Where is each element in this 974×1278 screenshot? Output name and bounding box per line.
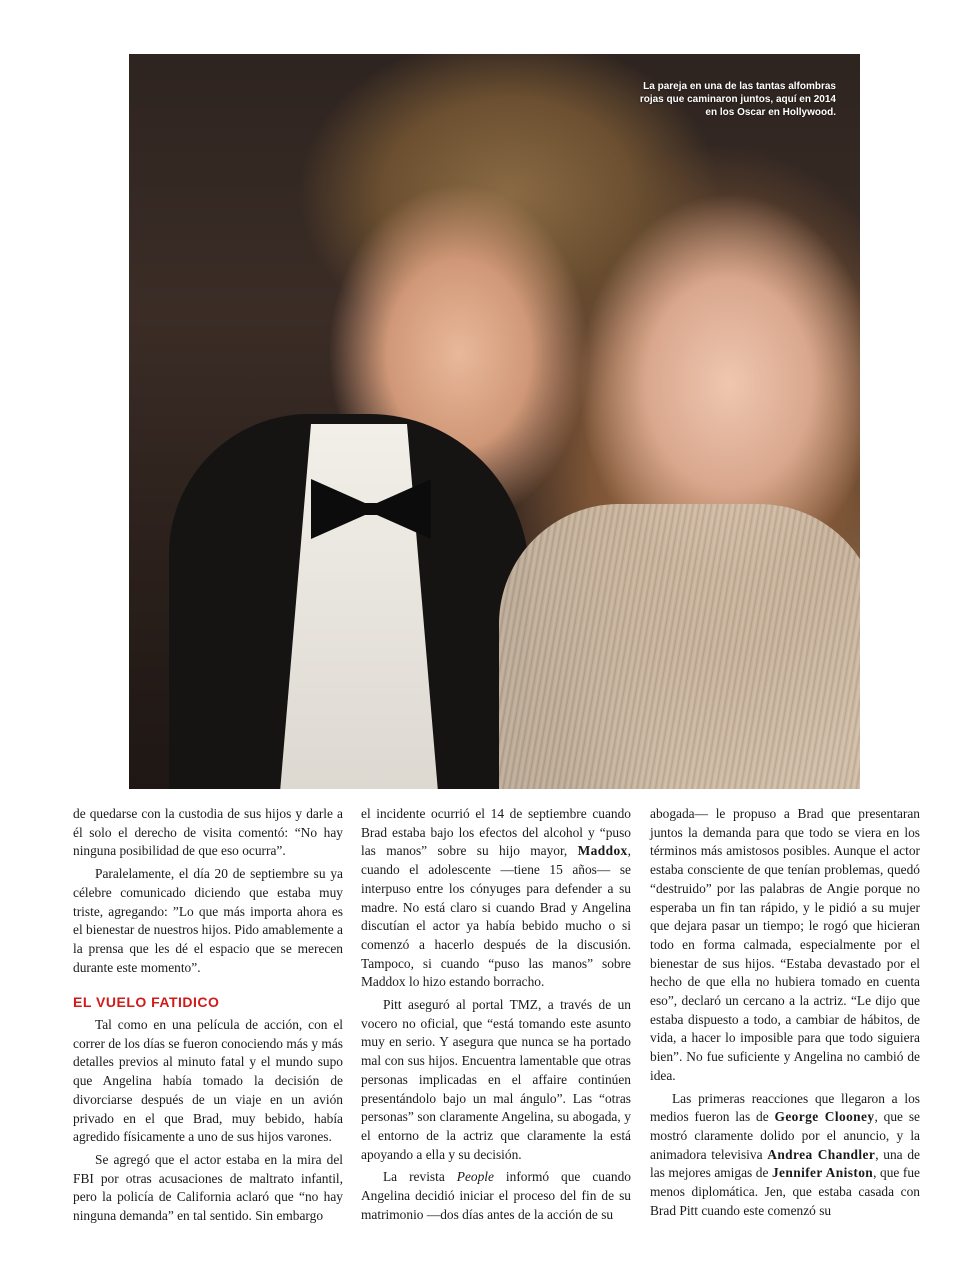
paragraph: Pitt aseguró al portal TMZ, a través de un vocero no oficial, que “está tomando este asunto muy en serio. Y asegura que nunca se ha portado mal con sus hijos. Encuentra lamentable que otras personas implicadas en el affaire continúen presentándolo bajo un mal ángulo”. Las “otras personas” son claramente Angelina, su abogada, y el entorno de la actriz que claramente la está apoyando a ella y su decisión. [361,997,631,1162]
article-column-3 [650,805,920,1220]
article-column-2 [361,805,631,1224]
paragraph: Tal como en una película de acción, con el correr de los días se fueron conociendo más y más detalles previos al minuto fatal y el mundo supo que Angelina había tomado la decisión de divorciarse después de un viaje en un avión privado en el que Brad, muy bebido, había agredido físicamente a uno de sus hijos varones. [73,1017,343,1145]
paragraph: abogada— le propuso a Brad que presentaran juntos la demanda para que todo se viera en los términos más amistosos posibles. Aunque el actor estaba consciente de que tenían problemas, quedó “destruido” por las palabras de Angie porque no esperaba un fin tan rápido, y le pidió a su mujer que dejara pasar un tiempo; le rogó que hicieran todo en forma calmada, especialmente por el bienestar de sus hijos. “Estaba devastado por el hecho de que ella no hubiera tomado en cuenta eso”, declaró un cercano a la actriz. “Le dijo que estaba dispuesto a todo, a cambiar de hábitos, de vida, a hacer lo imposible para que todo siguiera bien”. No fue suficiente y Angelina no cambió de idea. [650,806,920,1083]
paragraph: Las primeras reacciones que llegaron a los medios fueron las de George Clooney, que se mostró claramente dolido por el anuncio, y la animadora televisiva Andrea Chandler, una de las mejores amigas de Jennifer Aniston, que fue menos diplomática. Jen, que estaba casada con Brad Pitt cuando este comenzó su [650,1090,920,1218]
article-column-1 [73,805,343,1226]
paragraph: de quedarse con la custodia de sus hijos y darle a él solo el derecho de visita comentó: “No hay ninguna posibilidad de que eso ocurra”. [73,806,343,859]
paragraph: Paralelamente, el día 20 de septiembre su ya célebre comunicado diciendo que estaba muy triste, agregando: ”Lo que más importa ahora es el bienestar de nuestros hijos. Pido amablemente a la prensa que les dé el espacio que se merecen durante este momento”. [73,866,343,975]
paragraph: el incidente ocurrió el 14 de septiembre cuando Brad estaba bajo los efectos del alcohol y “puso las manos” sobre su hijo mayor, Maddox, cuando el adolescente —tiene 15 años— se interpuso entre los cónyuges para defender a su madre. No está claro si cuando Brad y Angelina discutían el actor ya había bebido mucho o si comenzó a hacerlo después de la discusión. Tampoco, si cuando “puso las manos” sobre Maddox lo hizo estando borracho. [361,806,631,990]
paragraph: Se agregó que el actor estaba en la mira del FBI por otras acusaciones de maltrato infantil, pero la policía de California aclaró que “no hay ninguna demanda” en tal sentido. Sin embargo [73,1151,343,1224]
dress-shape [499,504,860,789]
magazine-name: People [456,1169,494,1185]
section-heading: EL VUELO FATIDICO [73,994,220,1011]
person-name: Maddox [577,843,628,859]
person-name: George Clooney [774,1109,875,1125]
couple-photo [129,54,860,789]
photo-caption: La pareja en una de las tantas alfombras rojas que caminaron juntos, aquí en 2014 en los Oscar en Hollywood. [639,81,836,118]
person-name: Jennifer Aniston [771,1165,874,1181]
paragraph: La revista People informó que cuando Angelina decidió iniciar el proceso del fin de su matrimonio —dos días antes de la acción de su [361,1169,632,1222]
person-name: Andrea Chandler [767,1146,876,1162]
